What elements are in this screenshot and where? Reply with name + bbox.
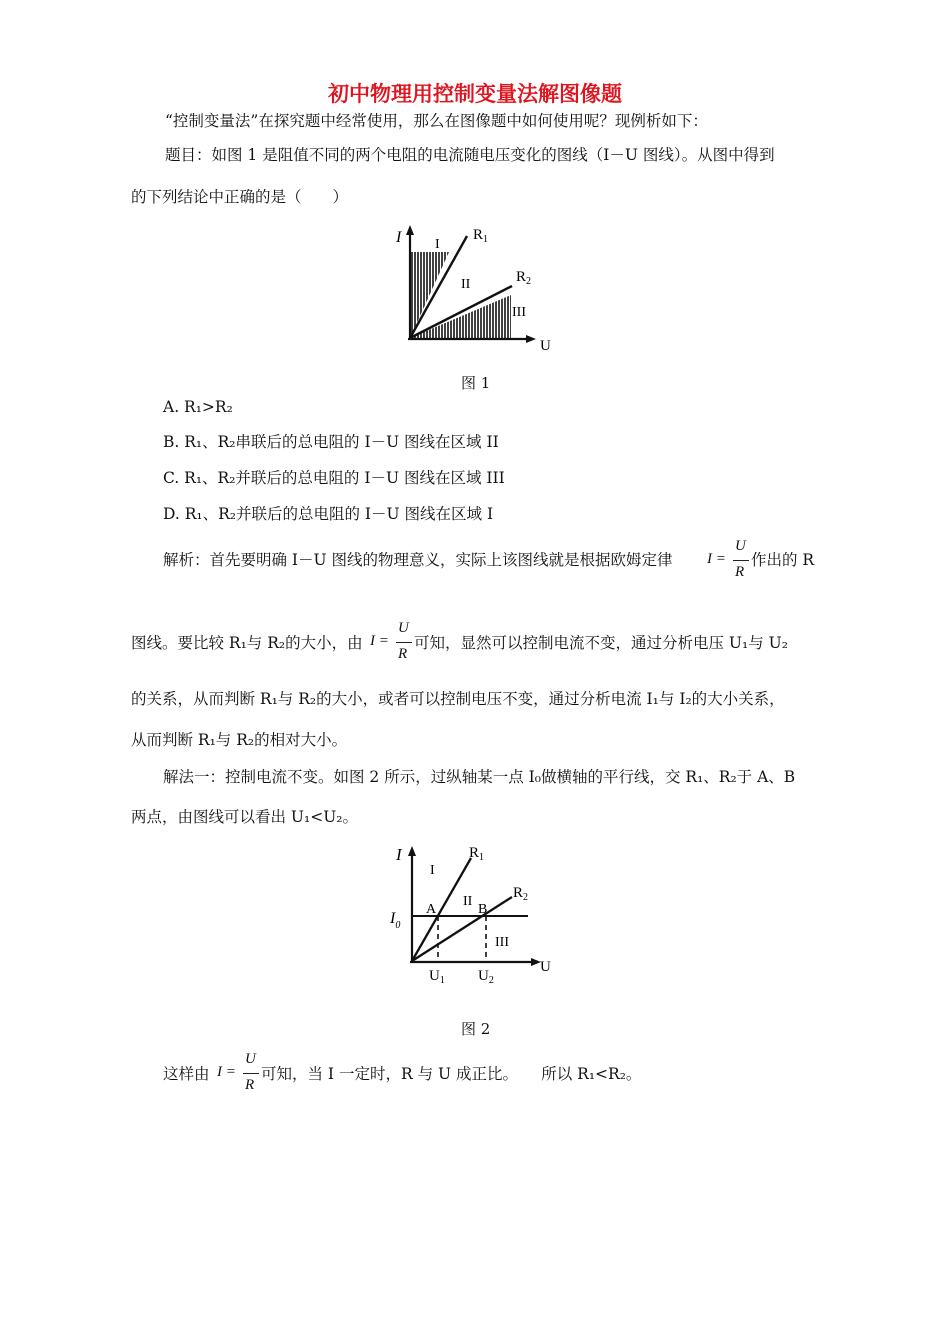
label-region-1: I	[435, 237, 440, 252]
y-axis-arrow-icon	[408, 846, 416, 856]
option-b: B. R₁、R₂串联后的总电阻的 I－U 图线在区域 II	[163, 433, 499, 451]
label-r2: $R_2$	[516, 269, 532, 287]
question-line-2: 的下列结论中正确的是（ ）	[131, 188, 349, 206]
label-region-1: I	[430, 863, 435, 878]
analysis-line-1-tail: 作出的 R	[751, 551, 815, 569]
analysis-line-4: 从而判断 R₁与 R₂的相对大小。	[131, 731, 348, 749]
x-axis-arrow-icon	[526, 335, 536, 343]
label-region-2: II	[461, 277, 471, 292]
intro-paragraph: “控制变量法”在探究题中经常使用，那么在图像题中如何使用呢？现例析如下：	[165, 112, 708, 130]
axis-label-i: I	[396, 229, 402, 246]
option-c: C. R₁、R₂并联后的总电阻的 I－U 图线在区域 III	[163, 469, 505, 487]
label-region-2: II	[463, 894, 473, 909]
formula-ohm-3: I = U R	[217, 1053, 267, 1097]
line-r1	[412, 858, 471, 961]
analysis-line-3: 的关系，从而判断 R₁与 R₂的大小，或者可以控制电压不变，通过分析电流 I₁与 I₂的大小关系，	[131, 690, 785, 708]
figure-1-caption: 图 1	[461, 374, 491, 392]
label-point-a: A	[426, 902, 437, 917]
figure-2-caption: 图 2	[461, 1020, 491, 1038]
formula-ohm-2: I = U R	[370, 622, 420, 666]
option-a: A. R₁>R₂	[163, 398, 233, 416]
label-u1: $U_1$	[429, 968, 445, 986]
axis-label-i: I	[396, 845, 402, 864]
label-r2: $R_2$	[513, 885, 529, 903]
figure-1-graph	[360, 222, 560, 357]
y-axis-arrow-icon	[406, 225, 414, 235]
document-title: 初中物理用控制变量法解图像题	[328, 82, 622, 106]
conclusion-start: 这样由	[163, 1065, 210, 1083]
method-1-line-2: 两点，由图线可以看出 U₁<U₂。	[131, 808, 358, 826]
label-region-3: III	[512, 305, 526, 320]
analysis-line-2-end: 可知，显然可以控制电流不变，通过分析电压 U₁与 U₂	[414, 634, 788, 652]
axis-label-u: U	[540, 959, 551, 975]
analysis-line-1: 解析：首先要明确 I－U 图线的物理意义，实际上该图线就是根据欧姆定律	[163, 551, 673, 569]
formula-ohm-1: I = U R	[707, 540, 757, 584]
option-d: D. R₁、R₂并联后的总电阻的 I－U 图线在区域 I	[163, 505, 494, 523]
label-region-3: III	[495, 935, 509, 950]
label-u2: $U_2$	[478, 968, 494, 986]
analysis-line-2-start: 图线。要比较 R₁与 R₂的大小，由	[131, 634, 363, 652]
axis-label-u: U	[540, 338, 551, 354]
conclusion-end: 可知，当 I 一定时，R 与 U 成正比。 所以 R₁<R₂。	[261, 1065, 642, 1083]
question-line-1: 题目：如图 1 是阻值不同的两个电阻的电流随电压变化的图线（I－U 图线）。从图中得到	[165, 146, 775, 164]
label-point-b: B	[478, 902, 488, 917]
label-r1: $R_1$	[473, 227, 489, 245]
figure-2-graph	[385, 840, 560, 990]
method-1-line-1: 解法一：控制电流不变。如图 2 所示，过纵轴某一点 I₀做横轴的平行线，交 R₁、R₂于 A、B	[163, 768, 796, 786]
label-i0: $I_0$	[390, 910, 401, 931]
label-r1: $R_1$	[469, 845, 485, 863]
